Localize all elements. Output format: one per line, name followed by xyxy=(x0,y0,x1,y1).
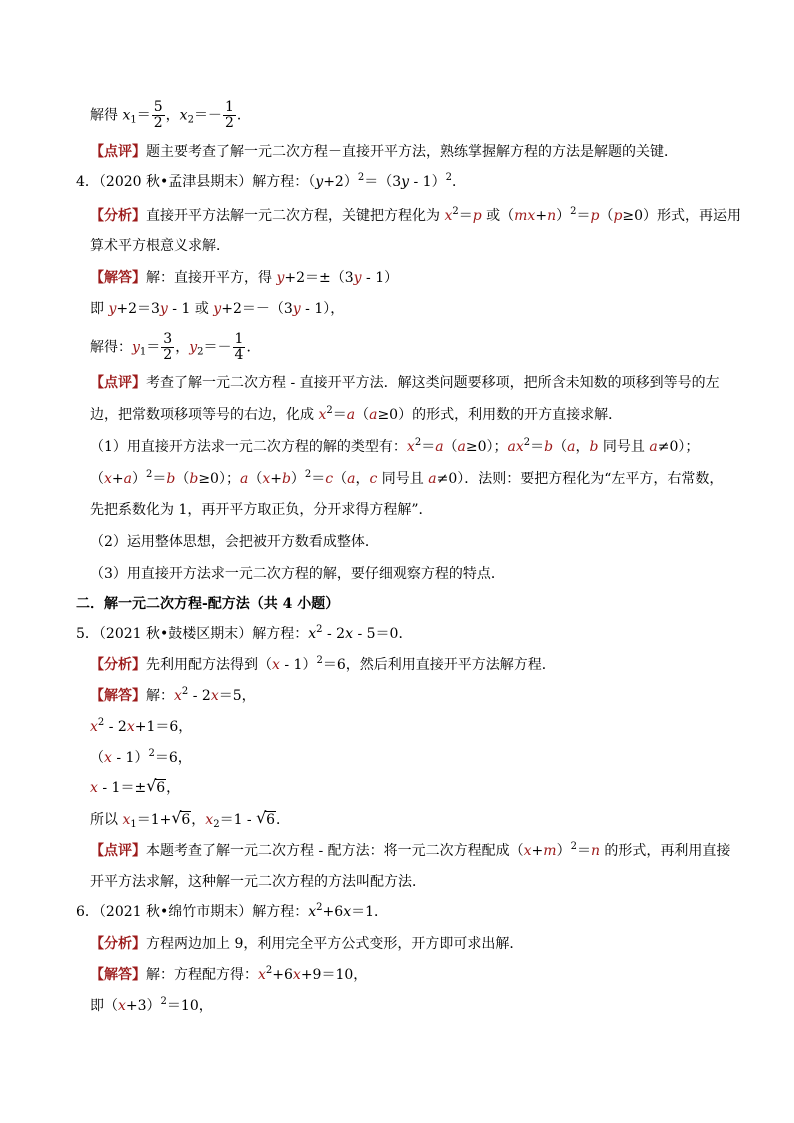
text: 或（ xyxy=(481,208,515,224)
text: ＝6，然后利用直接开平方法解方程． xyxy=(322,657,556,673)
var: p xyxy=(472,208,482,224)
var: y xyxy=(132,339,140,356)
text: （2）运用整体思想，会把被开方数看成整体． xyxy=(90,534,379,550)
var: x xyxy=(104,750,112,766)
sup: 2 xyxy=(326,405,333,416)
text: 即 xyxy=(90,301,109,317)
var: a xyxy=(347,471,356,487)
text: 开平方法求解，这种解一元二次方程的方法叫配方法． xyxy=(90,874,426,890)
var: p xyxy=(590,208,600,224)
var: x xyxy=(523,843,532,859)
sqrt xyxy=(171,810,191,830)
text: 本题考查了解一元二次方程 - 配方法：将一元二次方程配成（ xyxy=(146,843,524,859)
text: - 2 xyxy=(322,626,346,642)
text: - 1＝± xyxy=(97,780,147,796)
text: ． xyxy=(246,339,261,356)
text: 同号且 xyxy=(377,471,429,487)
text: （1）用直接开方法求一元二次方程的解的类型有： xyxy=(90,439,407,455)
question-number: 4． xyxy=(76,174,99,190)
question-number: 6． xyxy=(76,904,99,920)
var: y xyxy=(353,270,362,286)
text: - 1） xyxy=(361,270,399,286)
var: x xyxy=(126,719,135,735)
text: 即（ xyxy=(90,998,118,1014)
text: - 2 xyxy=(188,688,211,704)
var: m xyxy=(543,843,557,859)
text: （ xyxy=(175,471,190,487)
text: （ xyxy=(553,439,568,455)
var: a xyxy=(369,407,378,423)
p3-solution-line xyxy=(90,100,251,131)
text: ＝ xyxy=(458,208,473,224)
sup: 2 xyxy=(445,172,452,183)
q6-analysis xyxy=(90,934,523,954)
var: x xyxy=(122,107,131,124)
text: ＝6， xyxy=(154,750,192,766)
sup: 2 xyxy=(452,206,459,217)
numerator: 1 xyxy=(234,331,244,347)
var: b xyxy=(589,439,599,455)
text: ， xyxy=(166,780,181,796)
q5-answer-line4 xyxy=(90,778,180,798)
text: ≠0）； xyxy=(657,439,700,455)
comment-text: 题主要考查了解一元二次方程－直接开平方法，熟练掌握解方程的方法是解题的关键． xyxy=(146,144,678,160)
text: ， xyxy=(175,339,190,356)
fraction xyxy=(223,100,236,131)
var: y xyxy=(276,270,285,286)
text: ＝（3 xyxy=(364,174,402,190)
text: ≥0）； xyxy=(465,439,508,455)
comment-tag: 【点评】 xyxy=(90,843,146,859)
q5-comment-line2 xyxy=(90,872,426,892)
text: +2） xyxy=(323,174,358,190)
q4-analysis-line2 xyxy=(90,236,230,256)
var: x xyxy=(272,657,280,673)
q4-comment-line2 xyxy=(90,405,622,425)
var: x xyxy=(345,626,353,642)
text: - 1） xyxy=(409,174,446,190)
text: +6 xyxy=(322,904,344,920)
section-heading xyxy=(76,594,339,614)
text: +2＝3 xyxy=(116,301,160,317)
numerator: 5 xyxy=(153,99,163,115)
section-title: 二．解一元二次方程-配方法（共 4 小题） xyxy=(76,596,340,612)
text: 先利用配方法得到（ xyxy=(146,657,272,673)
var: x xyxy=(308,626,317,642)
radicand: 6 xyxy=(181,812,191,828)
var: a xyxy=(346,407,356,423)
var: c xyxy=(325,471,334,487)
var: mx xyxy=(514,208,536,224)
text: ＝－ xyxy=(203,339,232,356)
text: （ xyxy=(443,439,458,455)
sub: 1 xyxy=(130,819,137,830)
text: + xyxy=(535,208,548,224)
var: n xyxy=(547,208,557,224)
var: a xyxy=(239,471,249,487)
q6-answer-line1 xyxy=(90,965,367,985)
radicand: 6 xyxy=(266,812,276,828)
sup: 2 xyxy=(523,437,531,448)
text: ． xyxy=(451,174,466,190)
fraction xyxy=(161,332,174,363)
fraction xyxy=(233,332,246,363)
text: （ xyxy=(90,750,104,766)
sup: 2 xyxy=(414,437,422,448)
q5-answer-line5 xyxy=(90,810,290,830)
radical-sign: √ xyxy=(256,808,267,827)
text: ＝5， xyxy=(218,688,256,704)
var: a xyxy=(457,439,466,455)
text: （ xyxy=(355,407,370,423)
fraction xyxy=(152,100,165,131)
var: x xyxy=(406,439,415,455)
var: y xyxy=(292,301,301,317)
sub: 1 xyxy=(139,346,147,358)
var: x xyxy=(262,471,271,487)
text: ， xyxy=(191,812,206,828)
sup: 2 xyxy=(570,206,577,217)
text: 直接开平方法解一元二次方程，关键把方程化为 xyxy=(146,208,445,224)
q6-answer-line2 xyxy=(90,996,213,1016)
text: 的形式，再利用直接 xyxy=(599,843,731,859)
q5-analysis xyxy=(90,655,556,675)
sub: 2 xyxy=(187,114,194,126)
comment-tag: 【点评】 xyxy=(90,144,146,160)
text: ≠0）．法则：要把方程化为“左平方，右常数， xyxy=(436,471,724,487)
text: （ xyxy=(333,471,348,487)
var: y xyxy=(315,174,324,190)
var: x xyxy=(210,688,219,704)
text: （ xyxy=(599,208,614,224)
var: x xyxy=(318,407,327,423)
answer-tag: 【解答】 xyxy=(90,688,146,704)
text: ＝ xyxy=(576,208,591,224)
var: x xyxy=(258,967,266,983)
var: a xyxy=(567,439,576,455)
var: x xyxy=(122,812,131,828)
var: b xyxy=(166,471,176,487)
sup: 2 xyxy=(316,624,323,635)
text: +2＝±（3 xyxy=(284,270,354,286)
text: （ xyxy=(248,471,263,487)
sup: 2 xyxy=(148,748,155,759)
sup: 2 xyxy=(160,996,167,1007)
text: 所以 xyxy=(90,812,123,828)
var: a xyxy=(435,439,444,455)
text: ＝1． xyxy=(351,904,389,920)
var: n xyxy=(590,843,600,859)
p3-comment xyxy=(90,142,678,162)
text: 解得 xyxy=(90,107,123,124)
text: 考查了解一元二次方程 - 直接开平方法．解这类问题要移项，把所含未知数的项移到等号的左 xyxy=(146,375,720,391)
var: b xyxy=(281,471,291,487)
var: y xyxy=(401,174,410,190)
q4-comment-item1 xyxy=(90,437,699,457)
text: ． xyxy=(276,812,291,828)
sqrt xyxy=(256,810,276,830)
text: ＝ xyxy=(576,843,591,859)
text: ， xyxy=(355,471,370,487)
text: - 1）， xyxy=(300,301,345,317)
var: a xyxy=(428,471,437,487)
analysis-tag: 【分析】 xyxy=(90,936,146,952)
var: x xyxy=(174,688,182,704)
text: ≥0）的形式，利用数的开方直接求解． xyxy=(377,407,623,423)
var: a xyxy=(123,471,132,487)
var: x xyxy=(118,998,126,1014)
text: - 2 xyxy=(104,719,127,735)
var: a xyxy=(649,439,658,455)
text: （3）用直接开方法求一元二次方程的解，要仔细观察方程的特点． xyxy=(90,566,505,582)
q4-answer-line2 xyxy=(90,299,344,319)
text: - 5＝0． xyxy=(353,626,413,642)
numerator: 1 xyxy=(224,99,234,115)
text: ≥0）； xyxy=(198,471,240,487)
answer-tag: 【解答】 xyxy=(90,270,146,286)
var: b xyxy=(544,439,554,455)
text: + xyxy=(531,843,544,859)
radical-sign: √ xyxy=(146,776,157,795)
sub: 2 xyxy=(213,819,220,830)
text: ） xyxy=(132,471,146,487)
text: 解：方程配方得： xyxy=(146,967,258,983)
text: ＝ xyxy=(136,107,151,124)
text: +9＝10， xyxy=(300,967,368,983)
q4-comment-item1-cont xyxy=(90,469,723,489)
numerator: 3 xyxy=(163,331,173,347)
text: + xyxy=(111,471,124,487)
q4-analysis-line1 xyxy=(90,206,741,226)
q4-comment-item2 xyxy=(90,532,379,552)
text: ＝－ xyxy=(193,107,222,124)
analysis-tag: 【分析】 xyxy=(90,657,146,673)
var: x xyxy=(90,719,98,735)
q4-comment-item3 xyxy=(90,564,505,584)
var: y xyxy=(159,301,168,317)
text: +1＝6， xyxy=(134,719,193,735)
text: +2＝－（3 xyxy=(221,301,293,317)
text: ． xyxy=(236,107,251,124)
text: ） xyxy=(556,208,571,224)
var: x xyxy=(343,904,352,920)
denominator: 2 xyxy=(153,115,163,131)
text: +3） xyxy=(125,998,161,1014)
text: - 1 或 xyxy=(167,301,214,317)
text: ， xyxy=(575,439,590,455)
text: ＝10， xyxy=(166,998,213,1014)
sup: 2 xyxy=(265,965,273,976)
sqrt xyxy=(146,778,166,798)
sup: 2 xyxy=(357,172,365,183)
analysis-tag: 【分析】 xyxy=(90,208,146,224)
var: y xyxy=(213,301,222,317)
text: （2021 秋•绵竹市期末）解方程： xyxy=(98,904,309,920)
text: 解得： xyxy=(90,339,132,356)
text: （2021 秋•鼓楼区期末）解方程： xyxy=(98,626,309,642)
text: ＝ xyxy=(311,471,326,487)
var: ax xyxy=(507,439,524,455)
text: 边，把常数项移项等号的右边，化成 xyxy=(90,407,319,423)
text: 算术平方根意义求解． xyxy=(90,238,230,254)
var: x xyxy=(179,107,188,124)
text: ＝1+ xyxy=(136,812,172,828)
question-number: 5． xyxy=(76,626,99,642)
text: ＝ xyxy=(332,407,347,423)
var: c xyxy=(369,471,378,487)
text: 先把系数化为 1，再开平方取正负，分开求得方程解”． xyxy=(90,502,433,518)
text: ＝ xyxy=(152,471,167,487)
var: x xyxy=(90,780,98,796)
q4-solution-line xyxy=(90,332,260,363)
text: ≥0）形式，再运用 xyxy=(622,208,742,224)
q6-title xyxy=(76,902,388,922)
text: - 1） xyxy=(279,657,317,673)
sup: 2 xyxy=(304,469,312,480)
sup: 2 xyxy=(570,841,577,852)
var: b xyxy=(189,471,199,487)
text: ＝ xyxy=(146,339,161,356)
text: ） xyxy=(290,471,305,487)
denominator: 4 xyxy=(234,347,244,363)
q4-comment-item1-end xyxy=(90,500,433,520)
sub: 1 xyxy=(130,114,137,126)
var: y xyxy=(189,339,198,356)
sub: 2 xyxy=(197,346,204,358)
q5-answer-line1 xyxy=(90,686,256,706)
var: x xyxy=(104,471,112,487)
answer-tag: 【解答】 xyxy=(90,967,146,983)
denominator: 2 xyxy=(224,115,234,131)
text: ， xyxy=(165,107,180,124)
sup: 2 xyxy=(146,469,153,480)
text: 方程两边加上 9，利用完全平方公式变形，开方即可求出解． xyxy=(146,936,524,952)
var: p xyxy=(613,208,623,224)
text: ＝ xyxy=(530,439,545,455)
sup: 2 xyxy=(181,686,189,697)
q5-comment-line1 xyxy=(90,841,730,861)
text: （2020 秋•孟津县期末）解方程：（ xyxy=(98,174,316,190)
var: x xyxy=(205,812,214,828)
var: x xyxy=(292,967,301,983)
radicand: 6 xyxy=(156,780,166,796)
sup: 2 xyxy=(97,717,105,728)
q5-answer-line2 xyxy=(90,717,192,737)
q4-comment-line1 xyxy=(90,373,720,393)
text: （ xyxy=(90,471,104,487)
text: 解：直接开平方，得 xyxy=(146,270,277,286)
comment-tag: 【点评】 xyxy=(90,375,146,391)
q5-title xyxy=(76,624,412,644)
text: 解： xyxy=(146,688,174,704)
text: + xyxy=(270,471,282,487)
var: y xyxy=(108,301,117,317)
var: x xyxy=(308,904,317,920)
radical-sign: √ xyxy=(171,808,182,827)
sup: 2 xyxy=(316,655,323,666)
var: x xyxy=(444,208,453,224)
q5-answer-line3 xyxy=(90,748,192,768)
q4-answer-line1 xyxy=(90,268,398,288)
q4-title xyxy=(76,172,466,192)
sup: 2 xyxy=(316,902,323,913)
text: 同号且 xyxy=(598,439,650,455)
denominator: 2 xyxy=(163,347,173,363)
text: ＝1 - xyxy=(219,812,257,828)
text: +6 xyxy=(272,967,293,983)
text: - 1） xyxy=(111,750,149,766)
text: ＝ xyxy=(421,439,436,455)
text: ） xyxy=(556,843,571,859)
